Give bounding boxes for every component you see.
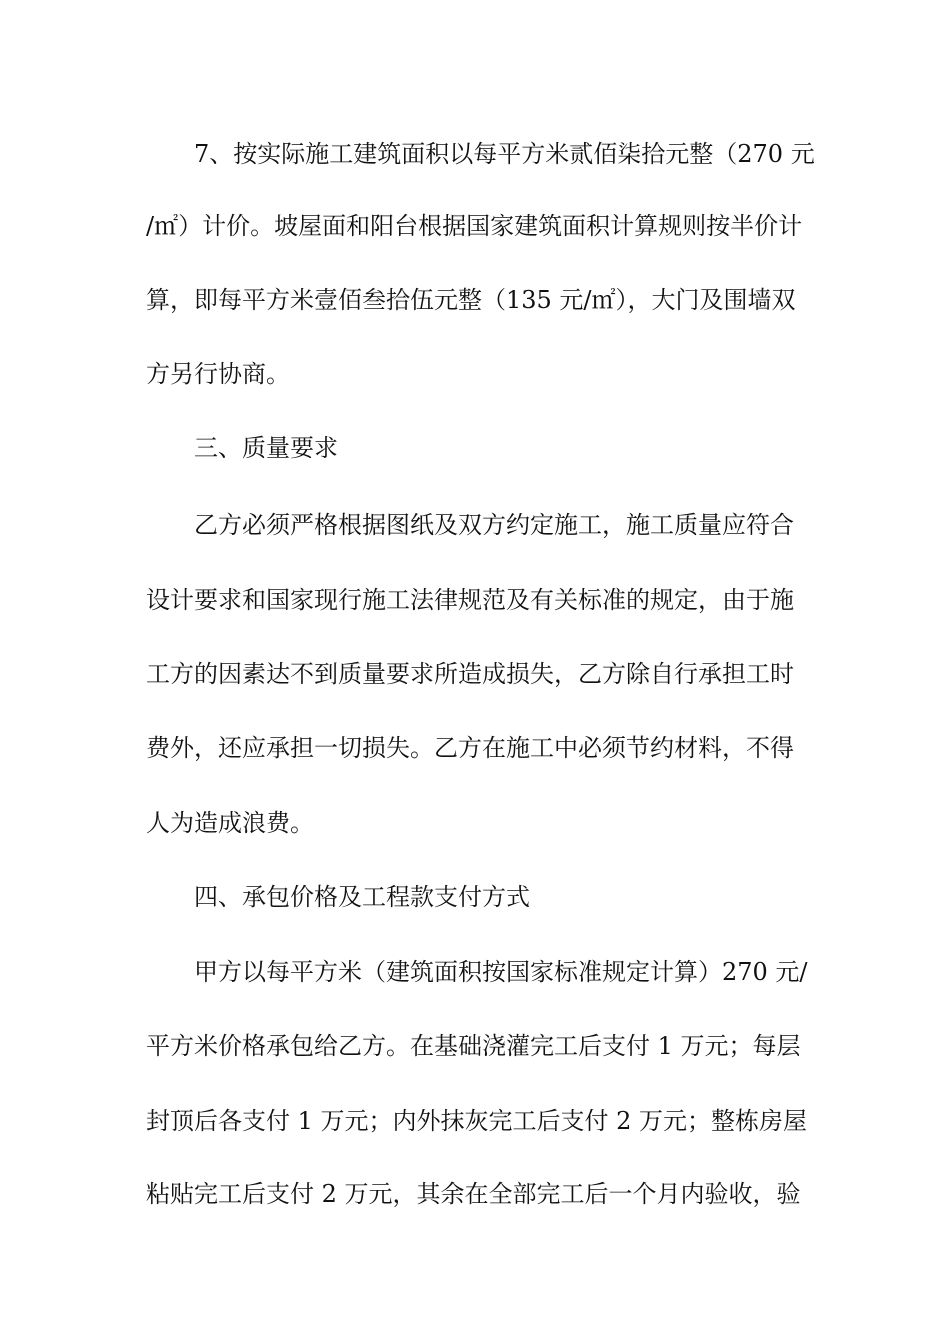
paragraph-line: /㎡）计价。坡屋面和阳台根据国家建筑面积计算规则按半价计 bbox=[146, 212, 803, 240]
paragraph-line: 方另行协商。 bbox=[146, 360, 290, 388]
paragraph-line: 甲方以每平方米（建筑面积按国家标准规定计算）270 元/ bbox=[194, 958, 808, 986]
section-heading: 四、承包价格及工程款支付方式 bbox=[194, 883, 530, 911]
paragraph-line: 工方的因素达不到质量要求所造成损失，乙方除自行承担工时 bbox=[146, 660, 794, 688]
paragraph-line: 人为造成浪费。 bbox=[146, 809, 314, 837]
paragraph-line: 设计要求和国家现行施工法律规范及有关标准的规定，由于施 bbox=[146, 586, 794, 614]
paragraph-line: 费外，还应承担一切损失。乙方在施工中必须节约材料，不得 bbox=[146, 734, 794, 762]
paragraph-line: 乙方必须严格根据图纸及双方约定施工，施工质量应符合 bbox=[194, 511, 794, 539]
paragraph-line: 封顶后各支付 1 万元；内外抹灰完工后支付 2 万元；整栋房屋 bbox=[146, 1107, 808, 1135]
paragraph-line: 7、按实际施工建筑面积以每平方米贰佰柒拾元整（270 元 bbox=[194, 140, 815, 168]
section-heading: 三、质量要求 bbox=[194, 434, 338, 462]
paragraph-line: 粘贴完工后支付 2 万元，其余在全部完工后一个月内验收，验 bbox=[146, 1180, 801, 1208]
paragraph-line: 平方米价格承包给乙方。在基础浇灌完工后支付 1 万元；每层 bbox=[146, 1032, 801, 1060]
paragraph-line: 算，即每平方米壹佰叁拾伍元整（135 元/㎡），大门及围墙双 bbox=[146, 286, 796, 314]
